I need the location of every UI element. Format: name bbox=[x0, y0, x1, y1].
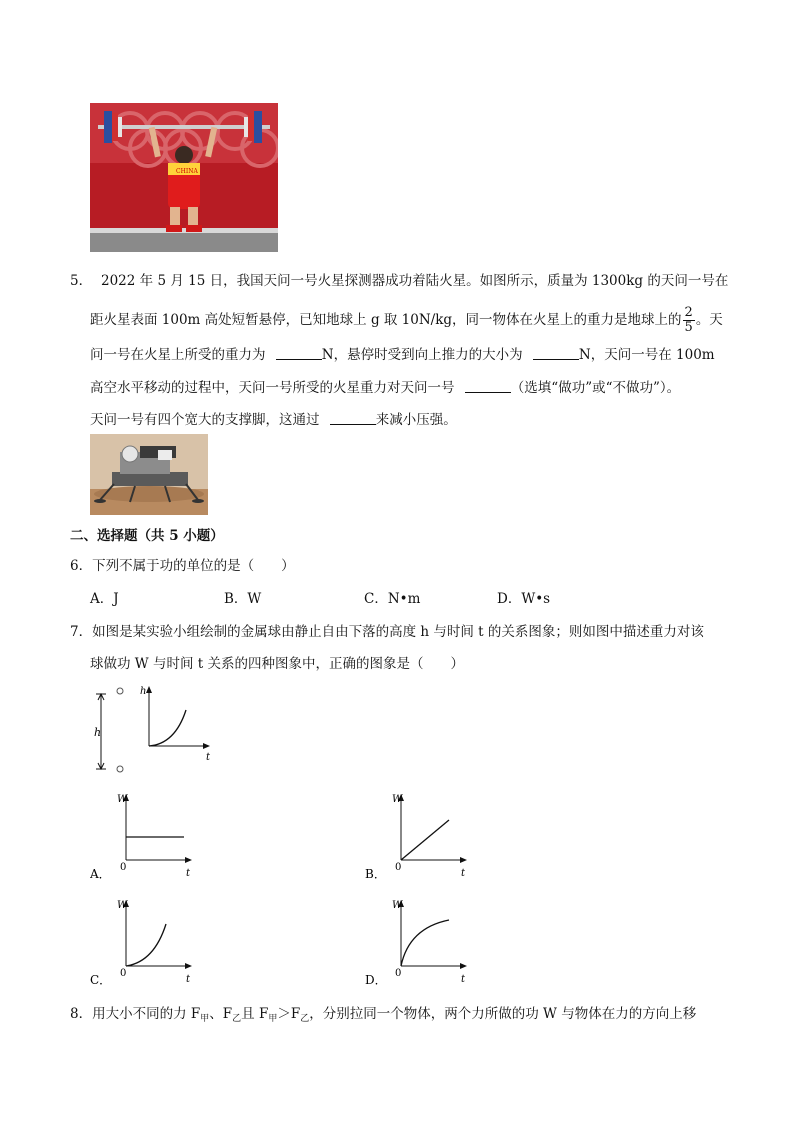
q6-option-a[interactable]: A．J bbox=[90, 591, 119, 607]
q5-line3 bbox=[90, 346, 715, 364]
graph-a-x-label: t bbox=[186, 868, 191, 879]
graph-b-curve bbox=[401, 820, 449, 860]
fraction-denominator: 5 bbox=[684, 320, 693, 335]
q8-text-2: 、F bbox=[209, 1006, 233, 1022]
jersey-text: CHINA bbox=[176, 168, 198, 175]
q8-line1 bbox=[70, 1005, 696, 1028]
q5-line3-text-a: 问一号在火星上所受的重力为 bbox=[90, 347, 266, 363]
graph-d[interactable] bbox=[365, 896, 475, 988]
graph-c-curve bbox=[126, 924, 166, 966]
q6-option-c[interactable]: C．N•m bbox=[364, 591, 421, 607]
q8-text-5: ，分别拉同一个物体，两个力所做的功 W 与物体在力的方向上移 bbox=[309, 1006, 697, 1022]
graph-c-y-label: W bbox=[117, 900, 128, 911]
weightlifter-photo bbox=[90, 103, 278, 252]
q6-option-d[interactable]: D．W•s bbox=[497, 591, 551, 607]
graph-d-label: D． bbox=[365, 973, 387, 987]
answer-blank-1[interactable] bbox=[276, 347, 322, 360]
answer-blank-3[interactable] bbox=[465, 380, 511, 393]
q8-sub-2: 乙 bbox=[232, 1014, 242, 1024]
graph-a-origin: 0 bbox=[120, 862, 127, 873]
q5-line3-text-b: N，悬停时受到向上推力的大小为 bbox=[321, 347, 523, 363]
q5-line3-text-c: N，天问一号在 100m bbox=[578, 347, 715, 363]
main-y-axis-label: h bbox=[140, 686, 147, 697]
q5-number: 5． bbox=[70, 273, 93, 289]
graph-c-label: C． bbox=[90, 973, 112, 987]
q5-line4-text-b: （选填“做功”或“不做功”）。 bbox=[510, 380, 681, 396]
drop-height-label: h bbox=[94, 726, 102, 739]
q8-text-3: 且 F bbox=[241, 1006, 269, 1022]
q5-line5-text-a: 天问一号有四个宽大的支撑脚，这通过 bbox=[90, 412, 320, 428]
graph-b-y-label: W bbox=[392, 794, 403, 805]
graph-b-x-label: t bbox=[461, 868, 466, 879]
graph-b[interactable] bbox=[365, 790, 475, 882]
q8-text-1: 8．用大小不同的力 F bbox=[70, 1006, 201, 1022]
q8-text-4: ＞F bbox=[277, 1006, 301, 1022]
q8-sub-1: 甲 bbox=[200, 1014, 210, 1024]
q5-line4 bbox=[90, 379, 680, 397]
h-t-curve bbox=[149, 710, 186, 746]
q5-line2 bbox=[90, 306, 723, 335]
graph-b-label: B． bbox=[365, 867, 386, 881]
q5-line2-text: 距火星表面 100m 高处短暂悬停，已知地球上 g 取 10N/kg，同一物体在火星上的重力是地球上的 bbox=[90, 312, 682, 328]
graph-a[interactable] bbox=[90, 790, 200, 882]
q5-line5-text-b: 来减小压强。 bbox=[375, 412, 457, 428]
graph-d-origin: 0 bbox=[395, 968, 402, 979]
graph-d-curve bbox=[401, 920, 449, 966]
q7-line1: 7．如图是某实验小组绘制的金属球由静止自由下落的高度 h 与时间 t 的关系图象；则如图中描述重力对该 bbox=[70, 624, 704, 640]
mars-lander-photo bbox=[90, 434, 208, 515]
graph-c-x-label: t bbox=[186, 974, 191, 985]
graph-b-origin: 0 bbox=[395, 862, 402, 873]
graph-c-origin: 0 bbox=[120, 968, 127, 979]
graph-a-y-label: W bbox=[117, 794, 128, 805]
q7-height-time-figure bbox=[90, 682, 220, 777]
answer-blank-2[interactable] bbox=[533, 347, 579, 360]
graph-c[interactable] bbox=[90, 896, 200, 988]
answer-blank-4[interactable] bbox=[330, 412, 376, 425]
q5-line2-tail: 。天 bbox=[695, 312, 723, 328]
section-heading: 二、选择题（共 5 小题） bbox=[70, 528, 224, 544]
q8-sub-3: 甲 bbox=[268, 1014, 278, 1024]
graph-a-label: A． bbox=[90, 867, 111, 881]
fraction-numerator: 2 bbox=[684, 305, 693, 320]
fraction bbox=[683, 306, 695, 335]
q6-stem: 6．下列不属于功的单位的是（ ） bbox=[70, 558, 295, 574]
q7-line2: 球做功 W 与时间 t 关系的四种图象中，正确的图象是（ ） bbox=[90, 656, 464, 672]
q8-sub-4: 乙 bbox=[300, 1014, 310, 1024]
graph-d-y-label: W bbox=[392, 900, 403, 911]
q5-line4-text-a: 高空水平移动的过程中，天问一号所受的火星重力对天问一号 bbox=[90, 380, 455, 396]
q5-line5 bbox=[90, 411, 457, 429]
q6-option-b[interactable]: B．W bbox=[224, 591, 262, 607]
q5-line1: 2022 年 5 月 15 日，我国天问一号火星探测器成功着陆火星。如图所示，质量为 1300kg 的天问一号在 bbox=[101, 273, 729, 289]
main-x-axis-label: t bbox=[206, 752, 211, 763]
graph-d-x-label: t bbox=[461, 974, 466, 985]
